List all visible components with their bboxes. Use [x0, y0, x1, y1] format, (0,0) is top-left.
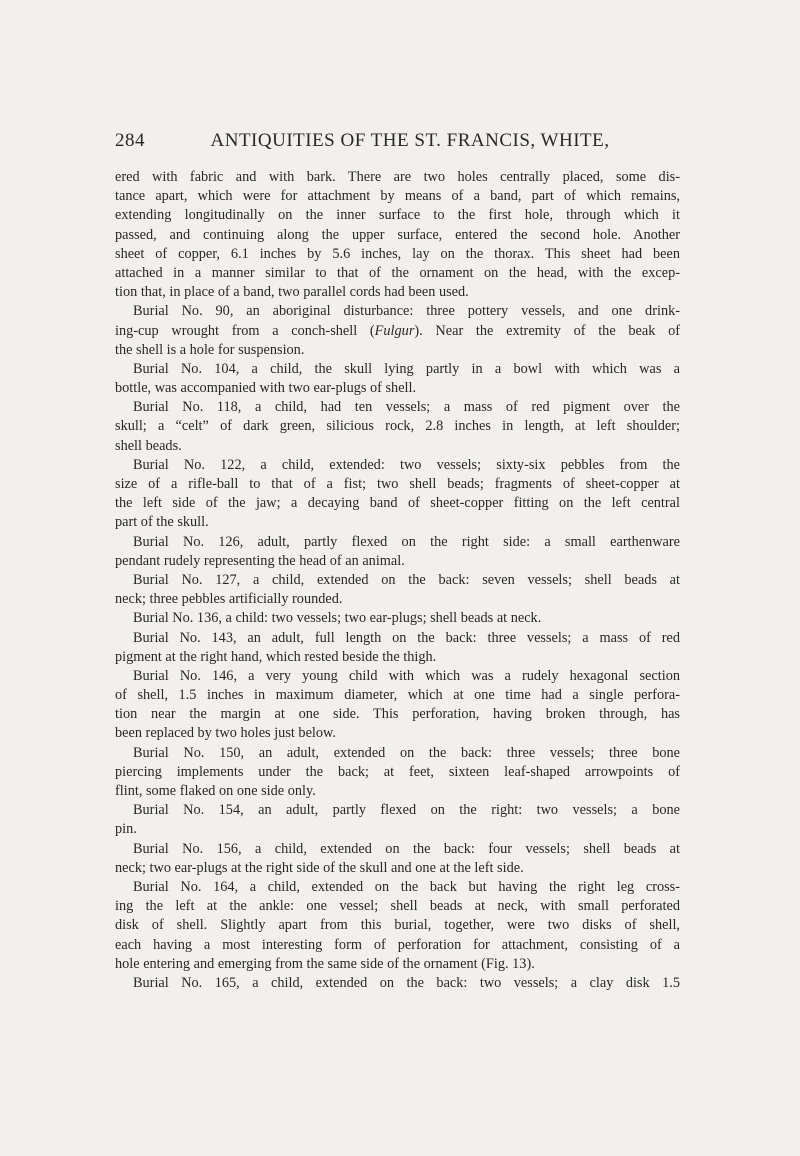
- text-line: Burial No. 127, a child, extended on the back: seven vessels; shell beads at: [133, 571, 680, 588]
- text-line: the left side of the jaw; a decaying band of sheet-copper fitting on the left central: [115, 495, 680, 512]
- text-line: attached in a manner similar to that of the ornament on the head, with the excep-: [115, 264, 680, 281]
- text-line: tion that, in place of a band, two parallel cords had been used.: [115, 284, 469, 301]
- text-line: Burial No. 122, a child, extended: two vessels; sixty-six pebbles from the: [133, 456, 680, 473]
- text-line: pin.: [115, 821, 137, 838]
- text-line: ered with fabric and with bark. There are two holes centrally placed, some dis-: [115, 169, 680, 185]
- running-title: ANTIQUITIES OF THE ST. FRANCIS, WHITE,: [210, 130, 610, 151]
- text-line: Burial No. 154, an adult, partly flexed on the right: two vessels; a bone: [133, 802, 680, 819]
- text-line: each having a most interesting form of perforation for attachment, consisting of a: [115, 936, 680, 953]
- italic-genus: Fulgur: [374, 322, 415, 339]
- text-segment: ). Near the extremity of the beak of: [414, 322, 680, 339]
- text-line: Burial No. 150, an adult, extended on the back: three vessels; three bone: [133, 744, 680, 761]
- text-line: bottle, was accompanied with two ear-plugs of shell.: [115, 380, 417, 397]
- body-text: [115, 168, 680, 993]
- page-header: [115, 130, 685, 160]
- text-line: Burial No. 143, an adult, full length on the back: three vessels; a mass of red: [133, 629, 680, 646]
- text-line: neck; two ear-plugs at the right side of the skull and one at the left side.: [115, 859, 524, 876]
- text-line: neck; three pebbles artificially rounded.: [115, 591, 343, 608]
- text-line: extending longitudinally on the inner surface to the first hole, through which it: [115, 207, 680, 224]
- text-line: Burial No. 165, a child, extended on the back: two vessels; a clay disk 1.5: [133, 974, 680, 991]
- text-segment: ing-cup wrought from a conch-shell (: [115, 322, 375, 339]
- text-line: Burial No. 90, an aboriginal disturbance: three pottery vessels, and one drink-: [133, 303, 680, 320]
- text-line: passed, and continuing along the upper surface, entered the second hole. Another: [115, 226, 680, 243]
- text-line: tion near the margin at one side. This perforation, having broken through, has: [115, 706, 680, 723]
- text-line: Burial No. 104, a child, the skull lying partly in a bowl with which was a: [133, 360, 680, 377]
- text-line: piercing implements under the back; at feet, sixteen leaf-shaped arrowpoints of: [115, 763, 680, 780]
- text-line: the shell is a hole for suspension.: [115, 341, 305, 358]
- text-line: sheet of copper, 6.1 inches by 5.6 inches, lay on the thorax. This sheet had been: [115, 245, 680, 262]
- text-line: Burial No. 126, adult, partly flexed on the right side: a small earthenware: [133, 533, 680, 550]
- text-line: Burial No. 118, a child, had ten vessels; a mass of red pigment over the: [133, 399, 680, 416]
- text-line: of shell, 1.5 inches in maximum diameter, which at one time had a single perfora-: [115, 687, 680, 704]
- text-line: hole entering and emerging from the same side of the ornament (Fig. 13).: [115, 955, 535, 972]
- text-line: Burial No. 136, a child: two vessels; two ear-plugs; shell beads at neck.: [133, 610, 542, 627]
- text-line: size of a rifle-ball to that of a fist; two shell beads; fragments of sheet-copper at: [115, 476, 680, 492]
- page-number: 284: [115, 130, 145, 151]
- text-line: part of the skull.: [115, 514, 209, 531]
- text-line: skull; a “celt” of dark green, silicious rock, 2.8 inches in length, at left shoulder;: [115, 418, 680, 435]
- text-line: pigment at the right hand, which rested beside the thigh.: [115, 648, 437, 665]
- text-line: shell beads.: [115, 437, 182, 454]
- text-line: ing the left at the ankle: one vessel; shell beads at neck, with small perforated: [115, 898, 680, 915]
- text-line: flint, some flaked on one side only.: [115, 783, 316, 799]
- text-line: Burial No. 146, a very young child with which was a rudely hexagonal section: [133, 667, 680, 684]
- text-line: pendant rudely representing the head of an animal.: [115, 552, 405, 569]
- text-line: Burial No. 164, a child, extended on the back but having the right leg cross-: [133, 878, 680, 895]
- text-line: tance apart, which were for attachment by means of a band, part of which remains,: [115, 188, 680, 205]
- text-line: Burial No. 156, a child, extended on the back: four vessels; shell beads at: [133, 840, 680, 857]
- text-line-with-italic: [115, 322, 680, 341]
- text-line: been replaced by two holes just below.: [115, 725, 337, 742]
- text-line: disk of shell. Slightly apart from this burial, together, were two disks of shell,: [115, 917, 680, 934]
